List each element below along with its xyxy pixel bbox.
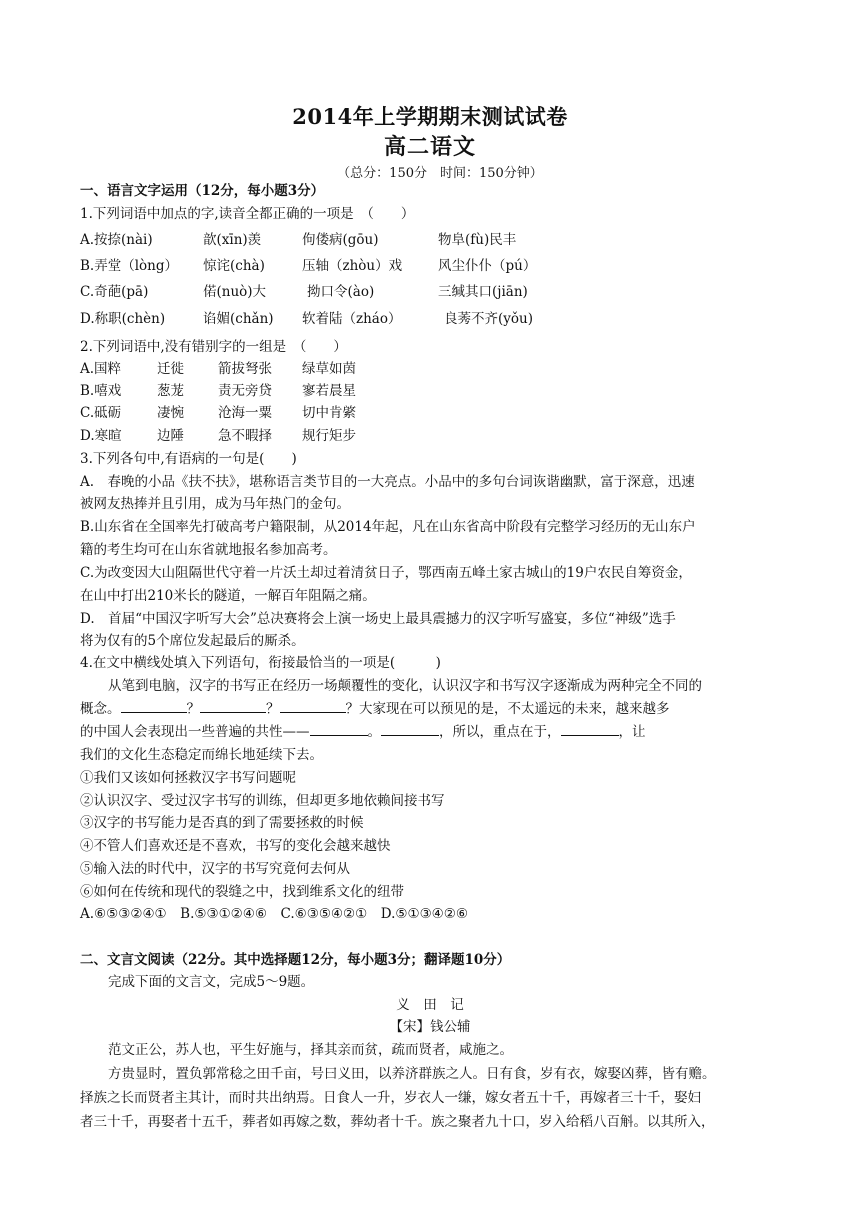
q3-d-line2: 将为仅有的5个席位发起最后的厮杀。 [80,633,305,649]
passage-line2: 方贵显时，置负郭常稔之田千亩，号曰义田，以养济群族之人。日有食，岁有衣，嫁娶凶葬，皆有赡。 [108,1066,716,1082]
q2-option-d [80,426,780,446]
q2-b-3: 责无旁贷 [218,383,272,399]
q3-c-line1: C.为改变因大山阻隔世代守着一片沃土却过着清贫日子，鄂西南五峰土家古城山的19户农民自筹资金， [80,565,692,581]
q4-p3-dot: 。 [367,724,381,740]
section2-intro: 完成下面的文言文，完成5～9题。 [108,974,315,990]
q3-a-line1: A. 春晚的小品《扶不扶》，堪称语言类节目的一大亮点。小品中的多句台词诙谐幽默，富于深意，迅速 [80,474,695,490]
q4-p3-mid: ，所以，重点在于， [439,724,561,740]
passage-line4: 者三十千，再娶者十五千，葬者如再嫁之数，葬幼者十千。族之聚者九十口，岁入给稻八百斛。以其所入， [80,1114,715,1130]
q2-d-2: 边陲 [157,428,184,444]
q2-c-2: 凄惋 [157,405,184,421]
passage-line1: 范文正公，苏人也，平生好施与，择其亲而贫，疏而贤者，咸施之。 [108,1042,513,1058]
q1-b-3: 压轴（zhòu）戏 [302,258,403,274]
q4-blank-5 [381,722,439,736]
q4-passage-line4: 我们的文化生态稳定而绵长地延续下去。 [80,747,323,763]
q2-option-c [80,403,780,423]
q1-d-3: 软着陆（zháo） [302,311,402,327]
q1-option-a [80,230,780,250]
q4-option-2: ②认识汉字、受过汉字书写的训练，但却更多地依赖间接书写 [80,793,445,809]
q1-option-d [80,309,780,329]
q4-passage-line3 [80,722,780,742]
section1-heading: 一、语言文字运用（12分，每小题3分） [80,183,325,199]
q2-d-4: 规行矩步 [302,428,356,444]
q4-p3-end: ，让 [618,724,646,740]
q3-c-line2: 在山中打出210米长的隧道，一解百年阻隔之痛。 [80,588,376,604]
q3-b-line1: B.山东省在全国率先打破高考户籍限制，从2014年起，凡在山东省高中阶段有完整学习经历的无山东户 [80,519,696,535]
q4-p2-rest: ？大家现在可以预见的是，不太遥远的未来，越来越多 [345,701,670,717]
q4-stem: 4.在文中横线处填入下列语句，衔接最恰当的一项是( ) [80,655,441,671]
exam-meta: （总分：150分 时间：150分钟） [337,166,543,181]
q2-b-4: 寥若晨星 [302,383,356,399]
q4-passage-line2 [80,699,780,719]
q1-a-4: 物阜(fù)民丰 [438,232,517,248]
q1-b-4: 风尘仆仆（pú） [438,258,537,274]
q4-passage-line1: 从笔到电脑，汉字的书写正在经历一场颠覆性的变化，认识汉字和书写汉字逐渐成为两种完全不同的 [108,678,702,694]
q1-c-2: 偌(nuò)大 [203,284,267,300]
q2-b-1: B.嘻戏 [80,383,122,399]
q1-a-3: 佝偻病(gōu) [302,232,379,248]
q4-p2-text: 概念。 [80,701,121,717]
q1-d-4: 良莠不齐(yǒu) [444,311,533,327]
q4-blank-1 [121,699,187,713]
q2-a-4: 绿草如茵 [302,361,356,377]
q3-a-line2: 被网友热捧并且引用，成为马年热门的金句。 [80,496,350,512]
q2-c-4: 切中肯綮 [302,405,356,421]
q4-blank-3 [280,699,346,713]
passage-title: 义 田 记 [396,997,464,1013]
passage-line3: 择族之长而贤者主其计，而时共出纳焉。日食人一升，岁衣人一缣，嫁女者五十千，再嫁者三十千，娶妇 [80,1090,701,1106]
q4-p2-q1: ？ [186,701,200,717]
q4-option-6: ⑥如何在传统和现代的裂缝之中，找到维系文化的纽带 [80,884,404,900]
q4-option-3: ③汉字的书写能力是否真的到了需要拯救的时候 [80,815,364,831]
q1-c-1: C.奇葩(pā) [80,284,149,300]
q1-option-b [80,256,780,276]
q4-blank-6 [561,722,619,736]
q1-a-1: A.按捺(nài) [80,232,153,248]
q3-b-line2: 籍的考生均可在山东省就地报名参加高考。 [80,542,337,558]
q1-c-3: 拗口令(ào) [307,284,375,300]
q4-p2-q2: ？ [266,701,280,717]
q4-option-5: ⑤输入法的时代中，汉字的书写究竟何去何从 [80,861,350,877]
q2-option-a [80,359,780,379]
q2-c-1: C.砥砺 [80,405,122,421]
exam-subject: 高二语文 [383,134,476,160]
q3-d-line1: D. 首届“中国汉字听写大会”总决赛将会上演一场史上最具震撼力的汉字听写盛宴，多位“神级”选手 [80,611,676,627]
q2-option-b [80,381,780,401]
q2-d-3: 急不暇择 [218,428,272,444]
q1-stem: 1.下列词语中加点的字,读音全都正确的一项是 （ ） [80,206,415,222]
q2-b-2: 葱茏 [157,383,184,399]
q4-answers: A.⑥⑤③②④① B.⑤③①②④⑥ C.⑥③⑤④②① D.⑤①③④②⑥ [80,906,468,922]
q2-a-2: 迁徙 [157,361,184,377]
q4-blank-2 [200,699,266,713]
q4-p3-text: 的中国人会表现出一些普遍的共性—— [80,724,310,740]
q2-a-3: 箭拔弩张 [218,361,272,377]
q2-c-3: 沧海一粟 [218,405,272,421]
q1-option-c [80,282,780,302]
q1-a-2: 歆(xīn)羡 [203,232,262,248]
passage-author: 【宋】钱公辅 [389,1019,471,1035]
section2-heading: 二、文言文阅读（22分。其中选择题12分，每小题3分；翻译题10分） [80,952,511,968]
q1-d-1: D.称职(chèn) [80,311,166,327]
q2-d-1: D.寒暄 [80,428,122,444]
q4-option-1: ①我们又该如何拯救汉字书写问题呢 [80,770,296,786]
q4-option-4: ④不管人们喜欢还是不喜欢，书写的变化会越来越快 [80,838,391,854]
q4-blank-4 [310,722,368,736]
exam-title: 2014年上学期期末测试试卷 [292,104,568,129]
q3-stem: 3.下列各句中,有语病的一句是( ) [80,451,297,467]
q1-b-2: 惊诧(chà) [203,258,265,274]
q1-b-1: B.弄堂（lòng） [80,258,178,274]
q2-a-1: A.国粹 [80,361,122,377]
q1-d-2: 谄媚(chǎn) [203,311,274,327]
q2-stem: 2.下列词语中,没有错别字的一组是 （ ） [80,339,347,355]
q1-c-4: 三缄其口(jiān) [438,284,528,300]
